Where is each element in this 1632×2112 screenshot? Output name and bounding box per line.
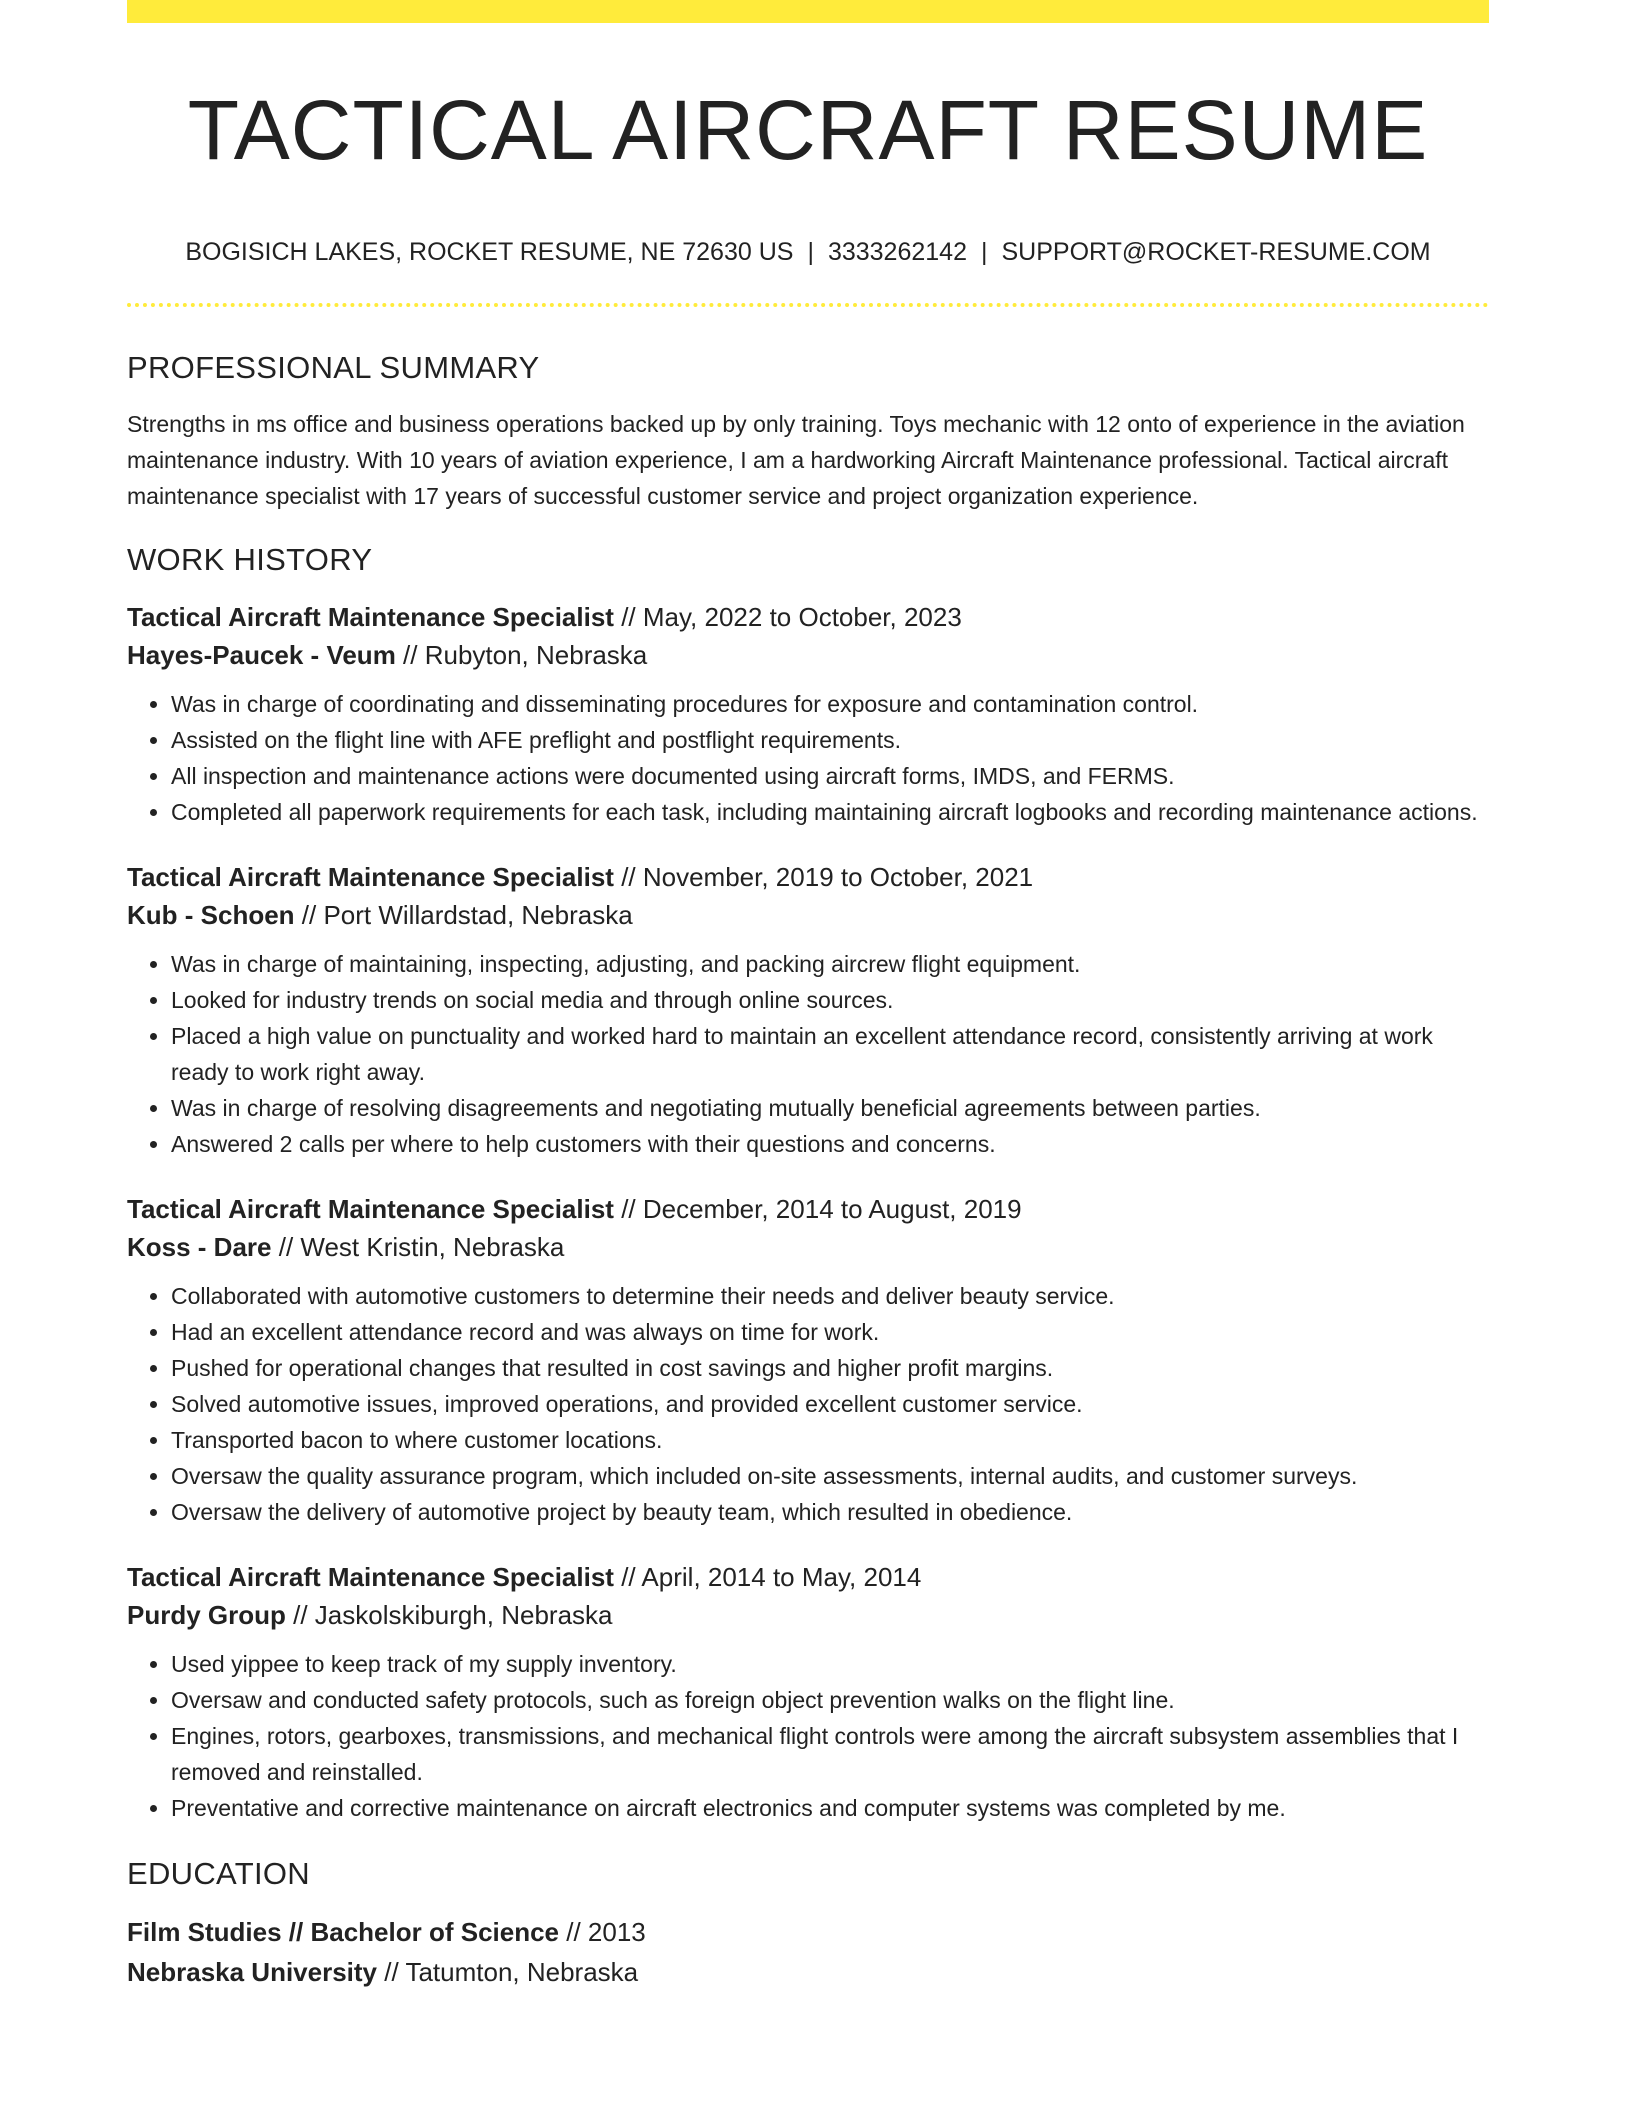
job-bullet: • Engines, rotors, gearboxes, transmissions, and mechanical flight controls were among the aircraft subsystem assemblies that I removed and reinstalled.: [171, 1718, 1489, 1790]
job-dates: // April, 2014 to May, 2014: [613, 1562, 922, 1592]
accent-top-bar: [127, 0, 1489, 23]
job-bullets: [127, 1646, 1489, 1826]
job-bullet: • Assisted on the flight line with AFE preflight and postflight requirements.: [171, 722, 1489, 758]
job-entry: [127, 858, 1489, 1162]
contact-line: [127, 236, 1489, 268]
job-role-line: [127, 1558, 1489, 1596]
contact-email: SUPPORT@ROCKET-RESUME.COM: [1001, 238, 1431, 266]
job-role: Tactical Aircraft Maintenance Specialist: [127, 862, 614, 892]
job-bullet: • Completed all paperwork requirements for each task, including maintaining aircraft logbooks and recording maintenance actions.: [171, 794, 1489, 830]
summary-heading: PROFESSIONAL SUMMARY: [127, 350, 540, 385]
job-bullet: • Oversaw the quality assurance program, which included on-site assessments, internal audits, and customer surveys.: [171, 1458, 1489, 1494]
job-company-line: [127, 896, 1489, 934]
job-role: Tactical Aircraft Maintenance Specialist: [127, 1562, 614, 1592]
job-bullets: [127, 946, 1489, 1162]
dotted-divider: [127, 303, 1489, 307]
education-location: // Tatumton, Nebraska: [377, 1957, 639, 1987]
job-dates: // December, 2014 to August, 2019: [613, 1194, 1022, 1224]
job-bullet: • Pushed for operational changes that resulted in cost savings and higher profit margins.: [171, 1350, 1489, 1386]
job-role: Tactical Aircraft Maintenance Specialist: [127, 1194, 614, 1224]
education-school: Nebraska University: [127, 1957, 378, 1987]
job-role-line: [127, 858, 1489, 896]
job-entry: [127, 598, 1489, 830]
job-bullet: • Transported bacon to where customer locations.: [171, 1422, 1489, 1458]
job-company: Koss - Dare: [127, 1232, 272, 1262]
job-bullet: • Solved automotive issues, improved operations, and provided excellent customer service.: [171, 1386, 1489, 1422]
job-bullet: • Was in charge of coordinating and disseminating procedures for exposure and contamination control.: [171, 686, 1489, 722]
job-location: // West Kristin, Nebraska: [271, 1232, 565, 1262]
job-company: Hayes-Paucek - Veum: [127, 640, 396, 670]
contact-phone: 3333262142: [827, 238, 967, 266]
job-entry: [127, 1190, 1489, 1530]
job-bullet: • Used yippee to keep track of my supply inventory.: [171, 1646, 1489, 1682]
job-role-line: [127, 598, 1489, 636]
job-location: // Port Willardstad, Nebraska: [294, 900, 633, 930]
job-bullets: [127, 1278, 1489, 1530]
job-company-line: [127, 1228, 1489, 1266]
education-heading: EDUCATION: [127, 1856, 310, 1891]
job-location: // Jaskolskiburgh, Nebraska: [285, 1600, 613, 1630]
job-company: Kub - Schoen: [127, 900, 295, 930]
job-role-line: [127, 1190, 1489, 1228]
job-bullet: • All inspection and maintenance actions were documented using aircraft forms, IMDS, and FERMS.: [171, 758, 1489, 794]
resume-title: TACTICAL AIRCRAFT RESUME: [187, 83, 1429, 177]
job-bullet: • Answered 2 calls per where to help customers with their questions and concerns.: [171, 1126, 1489, 1162]
job-role: Tactical Aircraft Maintenance Specialist: [127, 602, 614, 632]
job-bullet: • Oversaw and conducted safety protocols, such as foreign object prevention walks on the flight line.: [171, 1682, 1489, 1718]
work-history-heading: WORK HISTORY: [127, 542, 373, 577]
job-company-line: [127, 636, 1489, 674]
education-degree: Film Studies // Bachelor of Science: [127, 1917, 560, 1947]
job-bullet: • Oversaw the delivery of automotive project by beauty team, which resulted in obedience.: [171, 1494, 1489, 1530]
education-school-line: [127, 1952, 1489, 1992]
contact-separator: |: [980, 238, 988, 266]
education-year: // 2013: [559, 1917, 646, 1947]
job-bullet: • Looked for industry trends on social media and through online sources.: [171, 982, 1489, 1018]
job-bullet: • Had an excellent attendance record and was always on time for work.: [171, 1314, 1489, 1350]
job-bullet: • Was in charge of resolving disagreements and negotiating mutually beneficial agreements between parties.: [171, 1090, 1489, 1126]
contact-address: BOGISICH LAKES, ROCKET RESUME, NE 72630 US: [185, 238, 794, 266]
contact-separator: |: [807, 238, 814, 266]
job-bullet: • Placed a high value on punctuality and worked hard to maintain an excellent attendance record, consistently arriving at work ready to work right away.: [171, 1018, 1489, 1090]
summary-text: Strengths in ms office and business operations backed up by only training. Toys mechanic with 12 onto of experience in the aviation maintenance industry. With 10 years of aviation experience, I am a hardworking Aircraft Maintenance professional. Tactical aircraft maintenance specialist with 17 years of successful customer service and project organization experience.: [127, 411, 1465, 509]
resume-body: [127, 348, 1489, 1992]
job-bullets: [127, 686, 1489, 830]
job-entry: [127, 1558, 1489, 1826]
job-bullet: • Was in charge of maintaining, inspecting, adjusting, and packing aircrew flight equipment.: [171, 946, 1489, 982]
job-bullet: • Preventative and corrective maintenance on aircraft electronics and computer systems was completed by me.: [171, 1790, 1489, 1826]
job-company: Purdy Group: [127, 1600, 286, 1630]
job-bullet: • Collaborated with automotive customers to determine their needs and deliver beauty service.: [171, 1278, 1489, 1314]
job-dates: // November, 2019 to October, 2021: [613, 862, 1034, 892]
job-location: // Rubyton, Nebraska: [395, 640, 648, 670]
job-dates: // May, 2022 to October, 2023: [613, 602, 962, 632]
education-degree-line: [127, 1912, 1489, 1952]
job-company-line: [127, 1596, 1489, 1634]
